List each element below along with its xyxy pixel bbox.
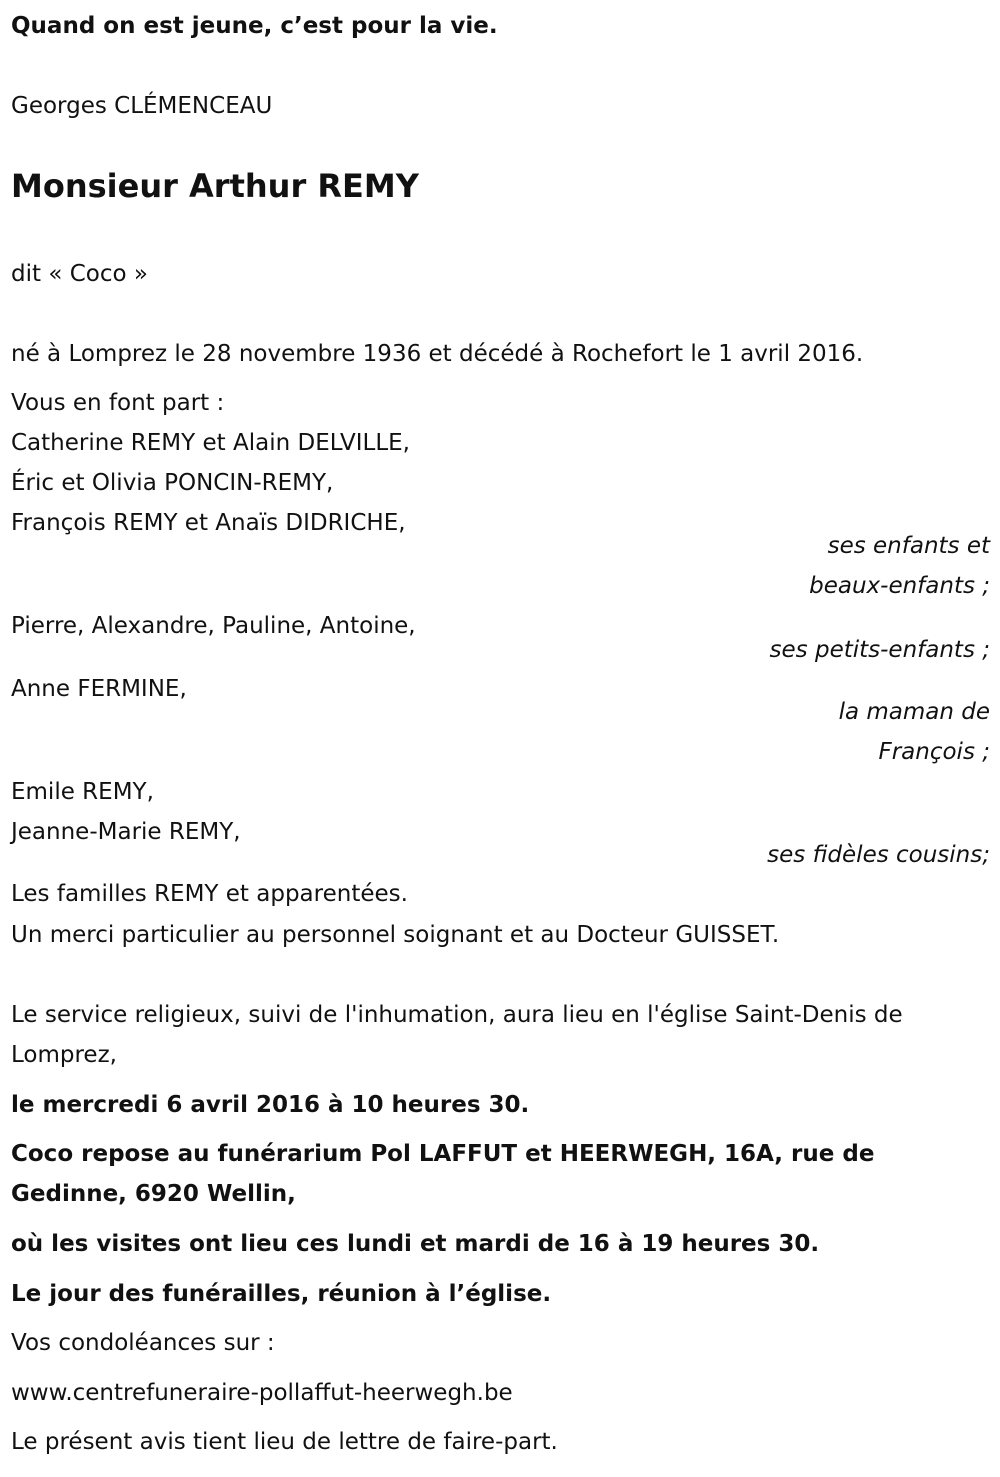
child-line: Éric et Olivia PONCIN-REMY, xyxy=(11,470,334,496)
birth-death-line: né à Lomprez le 28 novembre 1936 et décédé à Rochefort le 1 avril 2016. xyxy=(11,341,864,367)
cousin-line: Emile REMY, xyxy=(11,779,154,805)
mother-label: François ; xyxy=(878,739,990,765)
families-line: Les familles REMY et apparentées. xyxy=(11,881,408,907)
deceased-name: Monsieur Arthur REMY xyxy=(11,167,419,205)
cousin-line: Jeanne-Marie REMY, xyxy=(11,819,241,845)
deceased-nickname: dit « Coco » xyxy=(11,261,148,287)
meeting-info: Le jour des funérailles, réunion à l’église. xyxy=(11,1281,552,1307)
quote-text: Quand on est jeune, c’est pour la vie. xyxy=(11,13,498,39)
condolences-website: www.centrefuneraire-pollaffut-heerwegh.be xyxy=(11,1380,513,1406)
grandchildren-label: ses petits-enfants ; xyxy=(769,637,990,663)
grandchildren-line: Pierre, Alexandre, Pauline, Antoine, xyxy=(11,613,416,639)
mother-label: la maman de xyxy=(838,699,990,725)
family-intro: Vous en font part : xyxy=(11,390,225,416)
children-label: beaux-enfants ; xyxy=(809,573,990,599)
visits-info: où les visites ont lieu ces lundi et mardi de 16 à 19 heures 30. xyxy=(11,1231,820,1257)
child-line: François REMY et Anaïs DIDRICHE, xyxy=(11,510,406,536)
service-description: Le service religieux, suivi de l'inhumation, aura lieu en l'église Saint-Denis de Lomprez, xyxy=(11,1002,903,1068)
mother-line: Anne FERMINE, xyxy=(11,676,187,702)
quote-author: Georges CLÉMENCEAU xyxy=(11,93,273,119)
child-line: Catherine REMY et Alain DELVILLE, xyxy=(11,430,410,456)
condolences-label: Vos condoléances sur : xyxy=(11,1330,275,1356)
closing-line: Le présent avis tient lieu de lettre de faire-part. xyxy=(11,1429,558,1455)
cousins-label: ses fidèles cousins; xyxy=(767,842,990,868)
children-label: ses enfants et xyxy=(827,533,990,559)
funerarium-info: Coco repose au funérarium Pol LAFFUT et HEERWEGH, 16A, rue de Gedinne, 6920 Wellin, xyxy=(11,1141,875,1207)
service-date-time: le mercredi 6 avril 2016 à 10 heures 30. xyxy=(11,1092,530,1118)
thanks-line: Un merci particulier au personnel soignant et au Docteur GUISSET. xyxy=(11,922,780,948)
